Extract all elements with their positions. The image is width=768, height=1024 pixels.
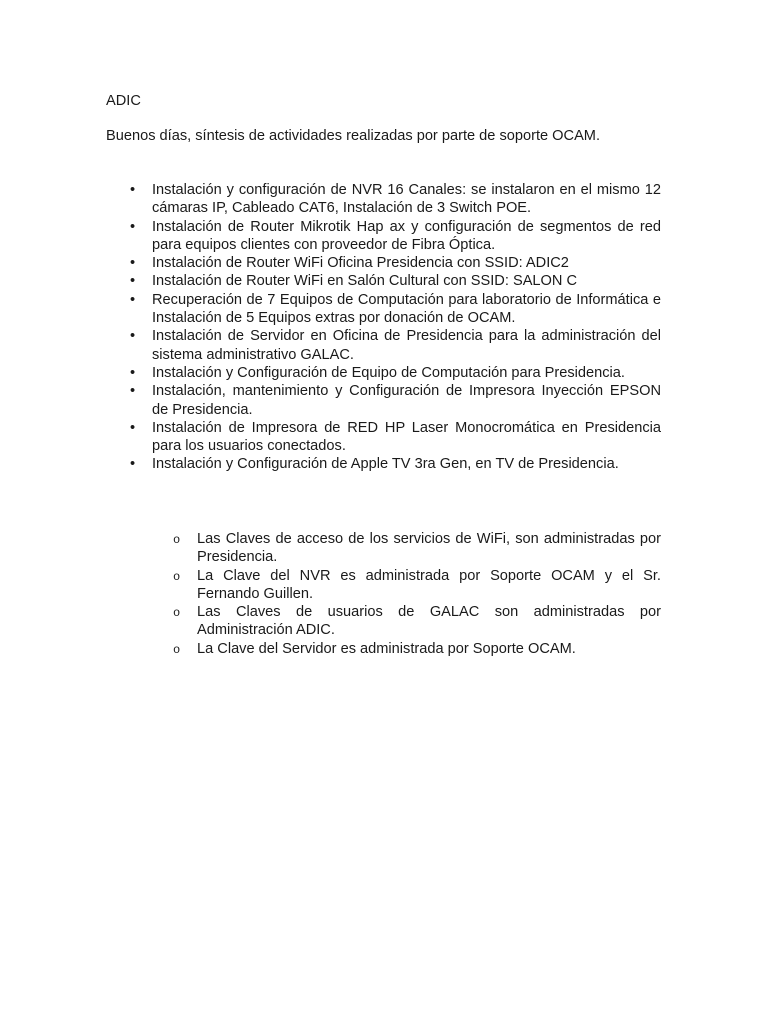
list-item: • Recuperación de 7 Equipos de Computación para laboratorio de Informática e Instalación de 5 Equipos extras por donación de OCAM. — [152, 291, 661, 328]
list-item: o La Clave del NVR es administrada por Soporte OCAM y el Sr. Fernando Guillen. — [197, 567, 661, 604]
intro-paragraph: Buenos días, síntesis de actividades realizadas por parte de soporte OCAM. — [106, 128, 601, 144]
document-heading: ADIC — [106, 93, 141, 109]
list-item: • Instalación de Router Mikrotik Hap ax y configuración de segmentos de red para equipos clientes con proveedor de Fibra Óptica. — [152, 218, 661, 255]
list-item: o Las Claves de acceso de los servicios de WiFi, son administradas por Presidencia. — [197, 530, 661, 567]
activities-list — [152, 181, 661, 474]
list-item: • Instalación y configuración de NVR 16 Canales: se instalaron en el mismo 12 cámaras IP, Cableado CAT6, Instalación de 3 Switch POE. — [152, 181, 661, 218]
list-item: • Instalación y Configuración de Apple TV 3ra Gen, en TV de Presidencia. — [152, 455, 661, 473]
list-item: o Las Claves de usuarios de GALAC son administradas por Administración ADIC. — [197, 603, 661, 640]
password-notes-list — [197, 530, 661, 658]
list-item: • Instalación y Configuración de Equipo de Computación para Presidencia. — [152, 364, 661, 382]
list-item: • Instalación de Impresora de RED HP Laser Monocromática en Presidencia para los usuarios conectados. — [152, 419, 661, 456]
list-item: o La Clave del Servidor es administrada por Soporte OCAM. — [197, 640, 661, 658]
list-item: • Instalación, mantenimiento y Configuración de Impresora Inyección EPSON de Presidencia. — [152, 382, 661, 419]
list-item: • Instalación de Router WiFi en Salón Cultural con SSID: SALON C — [152, 272, 661, 290]
list-item: • Instalación de Router WiFi Oficina Presidencia con SSID: ADIC2 — [152, 254, 661, 272]
list-item: • Instalación de Servidor en Oficina de Presidencia para la administración del sistema administrativo GALAC. — [152, 327, 661, 364]
